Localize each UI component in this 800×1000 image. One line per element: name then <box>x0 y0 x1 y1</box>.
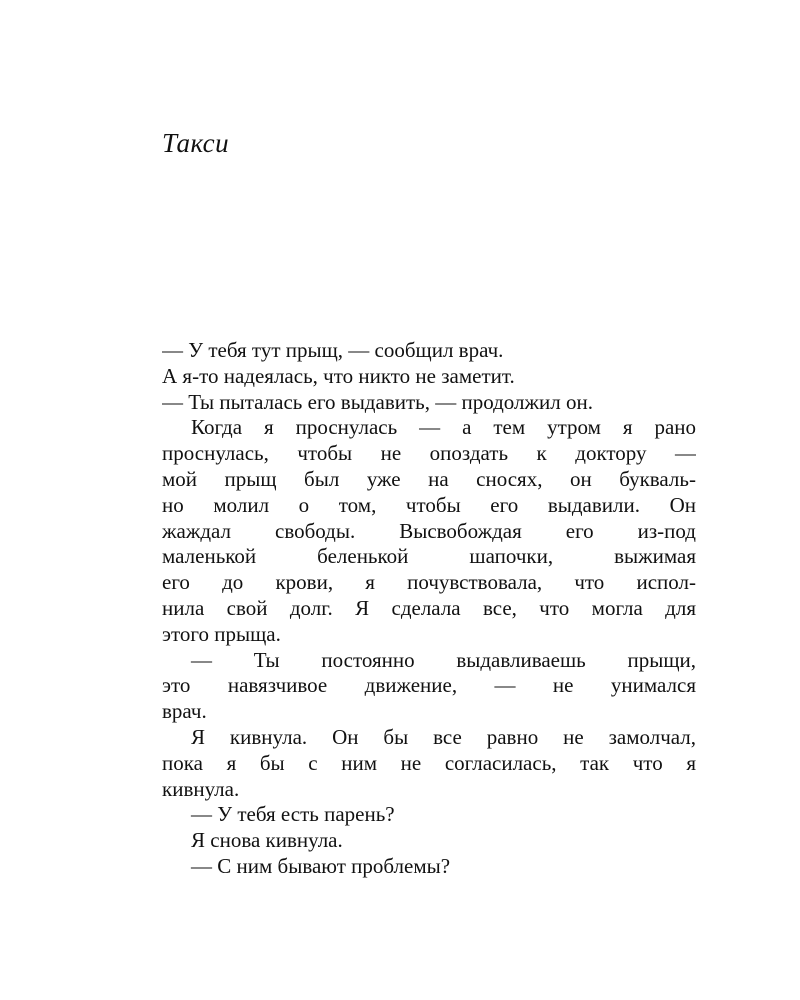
text-line: — Ты пыталась его выдавить, — продолжил он. <box>162 389 593 414</box>
text-line: мой прыщ был уже на сносях, он букваль- <box>162 466 696 491</box>
text-line: — У тебя тут прыщ, — сообщил врач. <box>162 338 504 362</box>
text-line: маленькой беленькой шапочки, выжимая <box>162 544 696 569</box>
text-line: кивнула. <box>162 776 240 801</box>
text-line: Я кивнула. Он бы все равно не замолчал, <box>191 724 696 749</box>
text-line: врач. <box>162 699 207 724</box>
text-line: Когда я проснулась — а тем утром я рано <box>191 415 696 440</box>
text-line: это навязчивое движение, — не унимался <box>162 673 696 698</box>
text-line: жаждал свободы. Высвобождая его из-под <box>162 518 696 543</box>
body-text <box>162 338 696 880</box>
chapter-title: Такси <box>162 128 230 158</box>
text-line: нила свой долг. Я сделала все, что могла для <box>162 595 696 620</box>
text-line: пока я бы с ним не согласилась, так что я <box>162 750 696 775</box>
text-line: — С ним бывают проблемы? <box>191 853 451 878</box>
text-line: но молил о том, чтобы его выдавили. Он <box>162 492 696 517</box>
text-line: — Ты постоянно выдавливаешь прыщи, <box>191 647 696 672</box>
text-line: — У тебя есть парень? <box>191 802 395 827</box>
text-line: этого прыща. <box>162 621 281 646</box>
text-line: его до крови, я почувствовала, что испол- <box>162 570 696 595</box>
text-line: Я снова кивнула. <box>191 828 343 853</box>
text-line: А я-то надеялась, что никто не заметит. <box>162 363 515 388</box>
text-line: проснулась, чтобы не опоздать к доктору — <box>162 441 696 466</box>
